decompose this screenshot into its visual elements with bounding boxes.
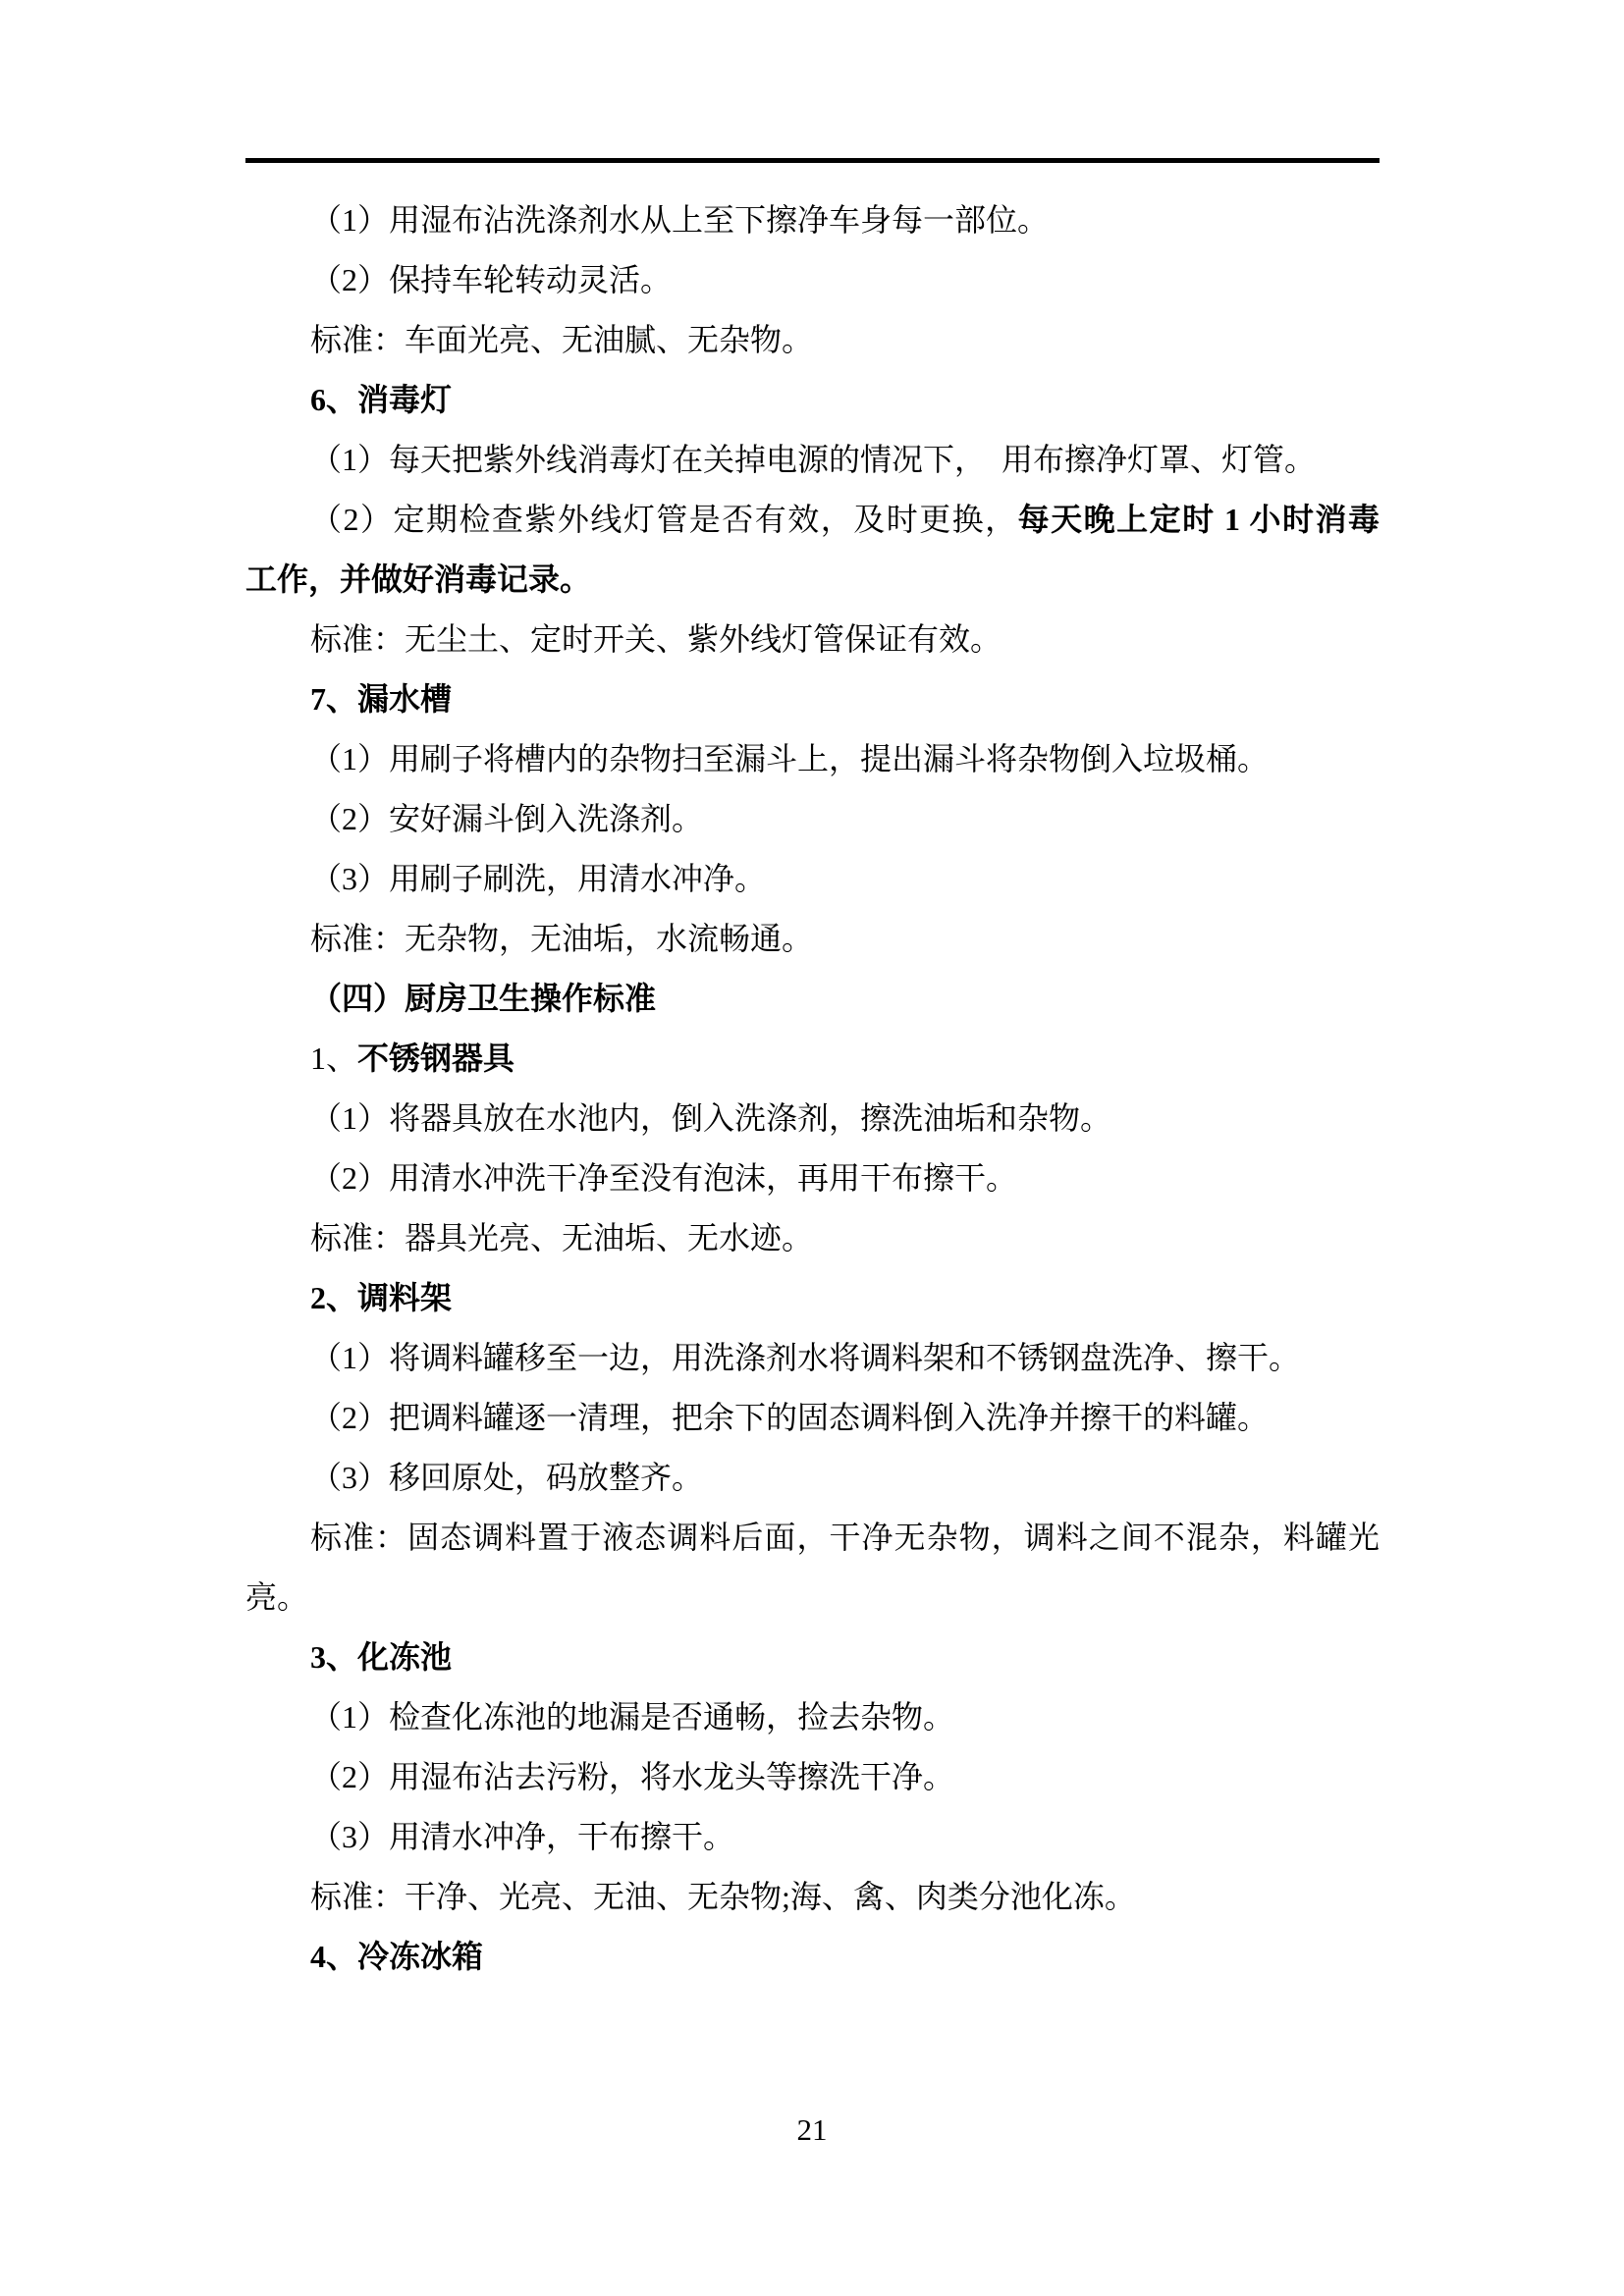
emphasis-text: 3、化冻池 <box>310 1639 453 1675</box>
text-line <box>245 1148 1380 1208</box>
text-line <box>245 190 1380 250</box>
text-line <box>245 610 1380 669</box>
body-text: 标准：无尘土、定时开关、紫外线灯管保证有效。 <box>310 621 1002 657</box>
body-text: （2）用清水冲洗干净至没有泡沫，再用干布擦干。 <box>310 1160 1018 1196</box>
text-line <box>245 1628 1380 1687</box>
emphasis-text: 6、消毒灯 <box>310 382 453 417</box>
body-text: （1）将器具放在水池内，倒入洗涤剂，擦洗油垢和杂物。 <box>310 1100 1112 1136</box>
text-line <box>245 1687 1380 1747</box>
body-text: （3）移回原处，码放整齐。 <box>310 1460 704 1495</box>
header-rule <box>245 158 1380 163</box>
body-text: （1）每天把紫外线消毒灯在关掉电源的情况下， 用布擦净灯罩、灯管。 <box>310 442 1317 477</box>
body-text: （2）用湿布沾去污粉，将水龙头等擦洗干净。 <box>310 1759 955 1794</box>
body-text: （3）用清水冲净，干布擦干。 <box>310 1819 735 1854</box>
text-line <box>245 1388 1380 1448</box>
text-line <box>245 310 1380 370</box>
body-text: （1）用刷子将槽内的杂物扫至漏斗上，提出漏斗将杂物倒入垃圾桶。 <box>310 741 1270 776</box>
body-text: （1）检查化冻池的地漏是否通畅，捡去杂物。 <box>310 1699 955 1735</box>
text-line <box>245 909 1380 969</box>
body-text: （2）保持车轮转动灵活。 <box>310 262 673 297</box>
body-text: 亮。 <box>245 1579 309 1615</box>
text-line <box>245 1089 1380 1148</box>
text-line <box>245 430 1380 490</box>
body-text: 标准：器具光亮、无油垢、无水迹。 <box>310 1220 814 1255</box>
emphasis-text: 不锈钢器具 <box>357 1041 515 1076</box>
body-text: （2）定期检查紫外线灯管是否有效，及时更换， <box>310 502 1018 537</box>
body-text: 1、 <box>310 1041 358 1076</box>
body-text: 标准：固态调料置于液态调料后面，干净无杂物，调料之间不混杂，料罐光 <box>310 1520 1380 1555</box>
text-line <box>245 1568 1380 1628</box>
text-line <box>245 1268 1380 1328</box>
body-text: 标准：无杂物，无油垢，水流畅通。 <box>310 921 814 956</box>
body-text: （2）安好漏斗倒入洗涤剂。 <box>310 801 704 836</box>
text-line <box>245 1747 1380 1807</box>
emphasis-text: 4、冷冻冰箱 <box>310 1939 484 1974</box>
text-line <box>245 1448 1380 1508</box>
emphasis-text: （四）厨房卫生操作标准 <box>310 981 657 1016</box>
body-text: （3）用刷子刷洗，用清水冲净。 <box>310 861 767 896</box>
text-line <box>245 370 1380 430</box>
page-number: 21 <box>796 2112 828 2147</box>
body-text: 标准：干净、光亮、无油、无杂物;海、禽、肉类分池化冻。 <box>310 1879 1136 1914</box>
text-line <box>245 1328 1380 1388</box>
text-line <box>245 969 1380 1029</box>
text-line <box>245 1508 1380 1568</box>
document-body <box>245 190 1380 1987</box>
emphasis-text: 每天晚上定时 1 小时消毒 <box>1017 502 1380 537</box>
text-line <box>245 1867 1380 1927</box>
body-text: （1）用湿布沾洗涤剂水从上至下擦净车身每一部位。 <box>310 202 1050 238</box>
text-line <box>245 490 1380 550</box>
emphasis-text: 2、调料架 <box>310 1280 453 1315</box>
emphasis-text: 7、漏水槽 <box>310 681 453 717</box>
text-line <box>245 1029 1380 1089</box>
body-text: 标准：车面光亮、无油腻、无杂物。 <box>310 322 814 357</box>
text-line <box>245 1208 1380 1268</box>
text-line <box>245 849 1380 909</box>
text-line <box>245 729 1380 789</box>
text-line <box>245 1807 1380 1867</box>
text-line <box>245 669 1380 729</box>
body-text: （1）将调料罐移至一边，用洗涤剂水将调料架和不锈钢盘洗净、擦干。 <box>310 1340 1301 1375</box>
text-line <box>245 1927 1380 1987</box>
emphasis-text: 工作，并做好消毒记录。 <box>245 561 592 597</box>
body-text: （2）把调料罐逐一清理，把余下的固态调料倒入洗净并擦干的料罐。 <box>310 1400 1270 1435</box>
text-line <box>245 550 1380 610</box>
text-line <box>245 250 1380 310</box>
text-line <box>245 789 1380 849</box>
